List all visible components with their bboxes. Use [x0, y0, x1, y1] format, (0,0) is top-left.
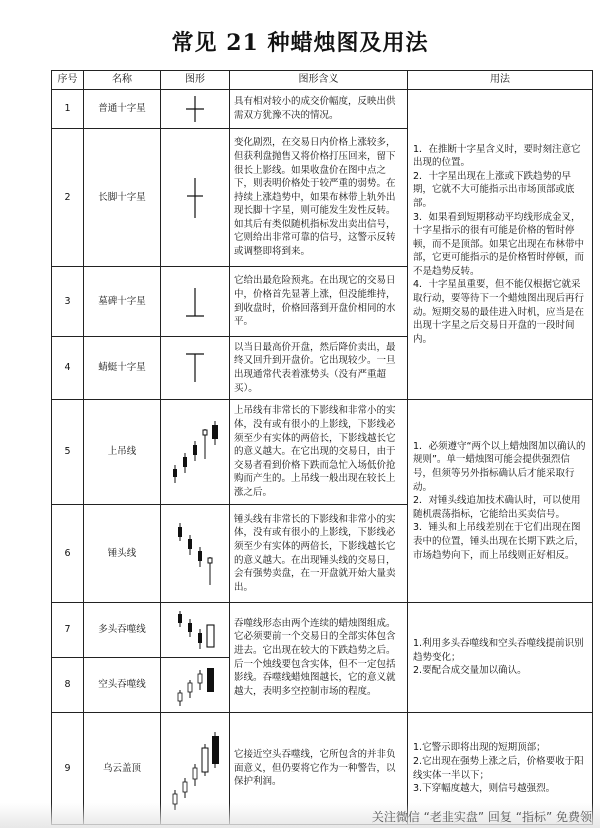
pattern-figure	[161, 658, 230, 713]
watermark-banner	[0, 803, 600, 828]
usage-line: 2.它出现在强势上涨之后，价格要收于阳线实体一半以下；	[413, 755, 584, 781]
pattern-name: 蜻蜓十字星	[84, 337, 161, 400]
usage-line: 2．对锤头线追加技术确认时，可以使用随机震荡指标，它能给出买卖信号。	[413, 495, 581, 520]
pattern-figure	[161, 267, 230, 337]
pattern-name: 墓碑十字星	[84, 267, 161, 337]
watermark-text: 关注微信 “老韭实盘” 回复 “指标” 免费领	[371, 810, 592, 824]
pattern-meaning: 变化剧烈，在交易日内价格上涨较多，但获利盘抛售又将价格打压回来，留下很长上影线。如果收盘价在图中点之下，则表明价格处于较严重的弱势。在持续上涨趋势中，如果布林带上轨外出现长脚十字星，则可能发生发性反转。如其后有类似随机指标发出卖出信号，它则给出非常可靠的信号，这警示反转或调整即将到来。	[230, 129, 408, 267]
usage-line: 3．锤头和上吊线差别在于它们出现在图表中的位置，锤头出现在长期下跌之后，市场趋势向下，而上吊线则正好相反。	[413, 522, 585, 561]
pattern-meaning: 它接近空头吞噬线，它所包含的并非负面意义，但仍要将它作为一种警告，以保护利润。	[230, 713, 408, 825]
row-number: 3	[52, 267, 84, 337]
row-number: 8	[52, 658, 84, 713]
pattern-meaning: 以当日最高价开盘，然后降价卖出，最终又回升到开盘价。它出现较少。一旦出现通常代表着涨势头（没有严重超买）。	[230, 337, 408, 400]
long-legged-doji-icon	[180, 176, 210, 220]
row-number: 2	[52, 129, 84, 267]
pattern-figure	[161, 400, 230, 505]
usage-line: 3.下穿幅度越大，则信号越强烈。	[413, 783, 556, 795]
pattern-meaning-engulfing: 吞噬线形态由两个连续的蜡烛图组成。它必须要前一个交易日的全部实体包含进去。它出现在较大的下跌趋势之后。后一个烛线要包含实体，但不一定包括影线。吞噬线蜡烛图越长，它的意义就越大，表明多空控制市场的程度。	[230, 603, 408, 713]
pattern-name: 长脚十字星	[84, 129, 161, 267]
bullish-engulfing-icon	[170, 607, 220, 653]
pattern-meaning: 上吊线有非常长的下影线和非常小的实体，没有或有很小的上影线，下影线必须至少有实体的两倍长，下影线越长它的意义越大。在它出现的交易日，由于交易者看到价格下跌而急忙入场低价抢购而产生的。上吊线一般出现在较长上涨之后。	[230, 400, 408, 505]
usage-line: 1．在推断十字星含义时，要时刻注意它出现的位置。	[413, 143, 581, 169]
pattern-meaning: 锤头线有非常长的下影线和非常小的实体，没有或有很小的上影线，下影线必须至少有实体的两倍长，下影线越长它的意义越大。在出现锤头线的交易日，会有强势卖盘，在一开盘就开始大量卖出。	[230, 505, 408, 603]
pattern-figure	[161, 603, 230, 658]
usage-line: 2.要配合成交量加以确认。	[413, 665, 527, 677]
table-row	[52, 603, 593, 658]
pattern-name: 多头吞噬线	[84, 603, 161, 658]
header-cell-number: 序号	[52, 71, 84, 90]
usage-line: 1.它警示即将出现的短期顶部；	[413, 742, 546, 754]
common-doji-icon	[180, 94, 210, 124]
candlestick-table	[51, 70, 593, 825]
pattern-name: 锤头线	[84, 505, 161, 603]
document-title: 常见 21 种蜡烛图及用法	[171, 30, 429, 56]
bearish-engulfing-icon	[170, 662, 220, 708]
usage-line: 4．十字星虽重要，但不能仅根据它就采取行动，要等待下一个蜡烛图出现后再行动。短期交易的最佳进入时机，应当是在出现十字星之后交易日开盘的一段时间内。	[413, 279, 585, 345]
row-number: 4	[52, 337, 84, 400]
dragonfly-doji-icon	[180, 350, 210, 386]
usage-cell-engulfing	[408, 603, 593, 713]
row-number: 9	[52, 713, 84, 825]
usage-cell-hammer	[408, 400, 593, 603]
pattern-name: 空头吞噬线	[84, 658, 161, 713]
header-cell-figure: 图形	[161, 71, 230, 90]
pattern-meaning: 具有相对较小的成交价幅度，反映出供需双方犹豫不决的情况。	[230, 90, 408, 129]
pattern-figure	[161, 337, 230, 400]
row-number: 7	[52, 603, 84, 658]
hammer-icon	[170, 519, 220, 589]
pattern-name: 上吊线	[84, 400, 161, 505]
row-number: 6	[52, 505, 84, 603]
table-row	[52, 90, 593, 129]
dark-cloud-cover-icon	[167, 724, 223, 814]
header-cell-name: 名称	[84, 71, 161, 90]
table-row	[52, 400, 593, 505]
row-number: 5	[52, 400, 84, 505]
table-header-row	[52, 71, 593, 90]
pattern-name: 乌云盖顶	[84, 713, 161, 825]
pattern-figure	[161, 90, 230, 129]
header-cell-meaning: 图形含义	[230, 71, 408, 90]
usage-cell-doji	[408, 90, 593, 400]
pattern-figure	[161, 129, 230, 267]
usage-line: 2．十字星出现在上涨或下跌趋势的早期，它就不大可能指示出市场顶部或底部。	[413, 170, 575, 209]
usage-line: 1．必须遵守“两个以上蜡烛图加以确认的规则”。单一蜡烛图可能会提供强烈信号，但须等另外指标确认后才能采取行动。	[413, 440, 586, 493]
pattern-figure	[161, 505, 230, 603]
usage-line: 3．如果看到短期移动平均线形成金叉，十字星指示的很有可能是价格的暂时停顿，而不是顶部。如果它出现在布林带中部，它更可能指示的是价格暂时停顿，而不是趋势反转。	[413, 211, 585, 277]
pattern-meaning: 它给出最危险预兆。在出现它的交易日中，价格首先显著上涨，但没能维持，到收盘时，价格回落到开盘价相同的水平。	[230, 267, 408, 337]
pattern-name: 普通十字星	[84, 90, 161, 129]
header-cell-usage: 用法	[408, 71, 593, 90]
row-number: 1	[52, 90, 84, 129]
usage-line: 1.利用多头吞噬线和空头吞噬线提前识别趋势变化；	[413, 638, 584, 663]
gravestone-doji-icon	[180, 282, 210, 322]
hanging-man-icon	[165, 417, 225, 487]
